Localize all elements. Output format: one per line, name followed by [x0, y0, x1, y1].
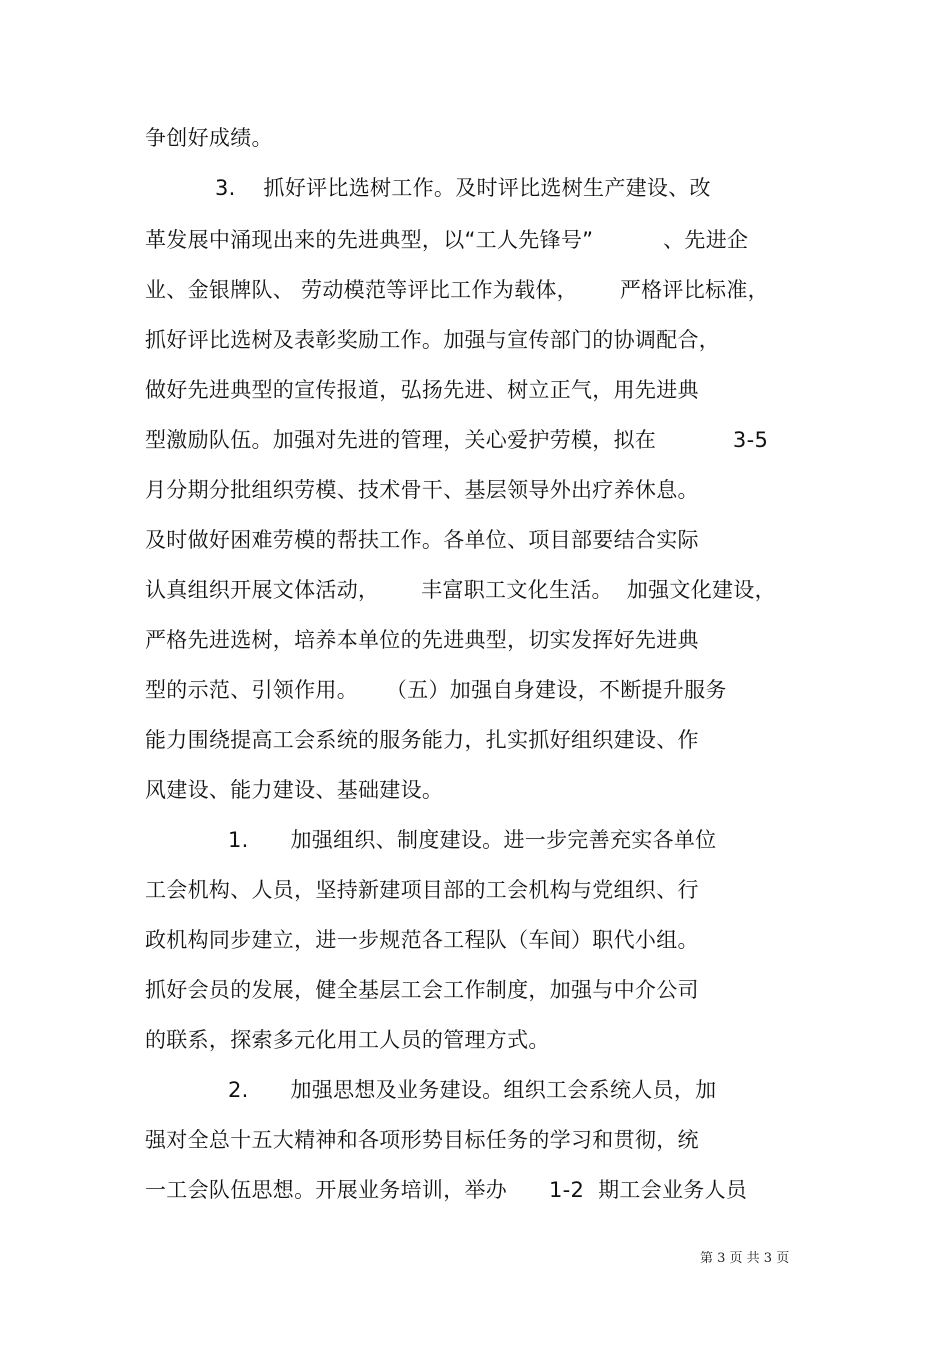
text-line: 抓好评比选树及表彰奖励工作。加强与宣传部门的协调配合， [145, 328, 721, 352]
text-line: 型激励队伍。加强对先进的管理，关心爱护劳模，拟在 3-5 [145, 428, 769, 452]
text-line: 及时做好困难劳模的帮扶工作。各单位、项目部要结合实际 [145, 528, 699, 552]
text-line: 革发展中涌现出来的先进典型，以“工人先锋号” 、先进企 [145, 228, 749, 252]
text-line: 能力围绕提高工会系统的服务能力，扎实抓好组织建设、作 [145, 728, 699, 752]
text-line: 一工会队伍思想。开展业务培训，举办 1-2 期工会业务人员 [145, 1178, 748, 1202]
text-line: 1. 加强组织、制度建设。进一步完善充实各单位 [228, 828, 717, 852]
text-line: 业、金银牌队、 劳动模范等评比工作为载体， 严格评比标准， [145, 278, 769, 302]
text-line: 3. 抓好评比选树工作。及时评比选树生产建设、改 [215, 176, 711, 200]
text-line: 的联系，探索多元化用工人员的管理方式。 [145, 1028, 550, 1052]
page-number-footer: 第 3 页 共 3 页 [700, 1251, 790, 1266]
text-line: 政机构同步建立，进一步规范各工程队（车间）职代小组。 [145, 928, 699, 952]
text-line: 认真组织开展文体活动， 丰富职工文化生活。 加强文化建设， [145, 578, 776, 602]
text-line: 争创好成绩。 [145, 126, 273, 150]
text-line: 月分期分批组织劳模、技术骨干、基层领导外出疗养休息。 [145, 478, 699, 502]
text-line: 工会机构、人员，坚持新建项目部的工会机构与党组织、行 [145, 878, 699, 902]
text-line: 型的示范、引领作用。 （五）加强自身建设，不断提升服务 [145, 678, 727, 702]
text-line: 2. 加强思想及业务建设。组织工会系统人员，加 [228, 1078, 717, 1102]
text-line: 做好先进典型的宣传报道，弘扬先进、树立正气，用先进典 [145, 378, 699, 402]
text-line: 抓好会员的发展，健全基层工会工作制度，加强与中介公司 [145, 978, 699, 1002]
text-line: 风建设、能力建设、基础建设。 [145, 778, 444, 802]
text-line: 严格先进选树，培养本单位的先进典型，切实发挥好先进典 [145, 628, 699, 652]
text-line: 强对全总十五大精神和各项形势目标任务的学习和贯彻，统 [145, 1128, 699, 1152]
